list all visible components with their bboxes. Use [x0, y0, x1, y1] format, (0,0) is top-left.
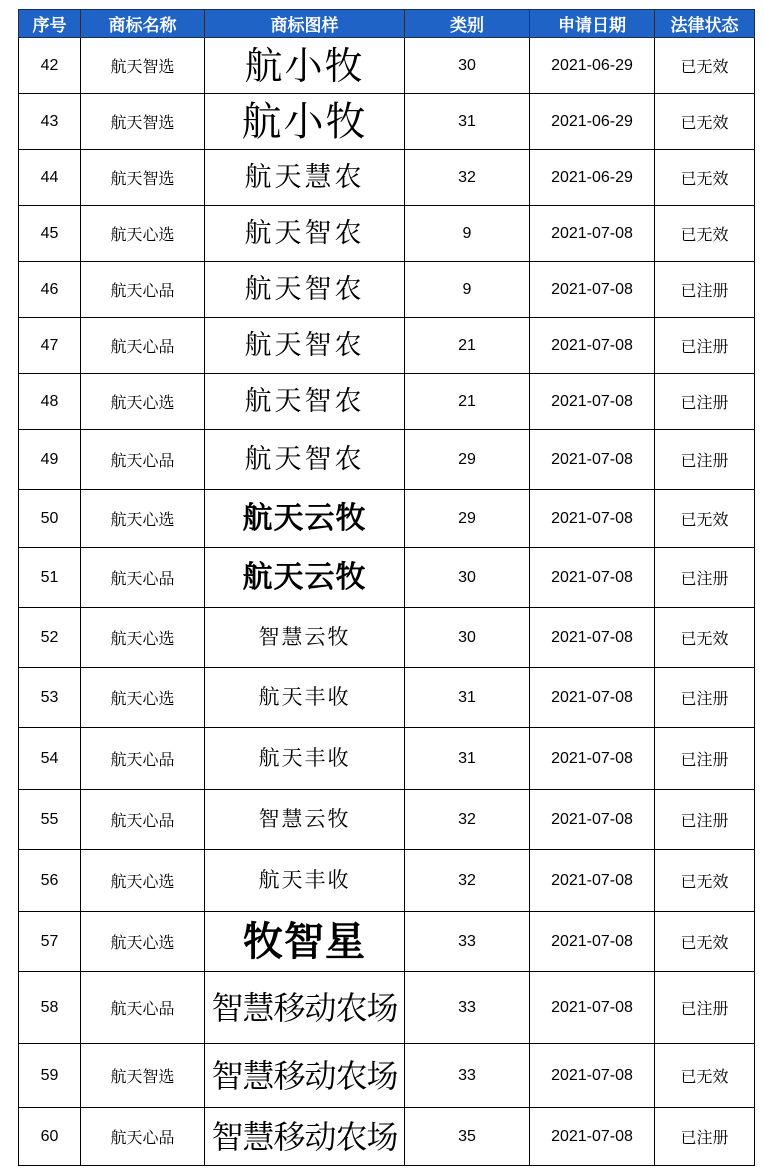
- trademark-image-text: 航天智农: [244, 274, 365, 305]
- cell-name: 航天心品: [81, 790, 205, 850]
- cell-date: 2021-06-29: [530, 38, 655, 94]
- trademark-image-text: 航小牧: [241, 98, 368, 145]
- cell-class: 31: [405, 94, 530, 150]
- trademark-image-text: 航小牧: [244, 43, 365, 88]
- header-date: 申请日期: [530, 10, 655, 38]
- cell-mark: [205, 150, 405, 206]
- cell-class: 31: [405, 668, 530, 728]
- cell-no: 44: [19, 150, 81, 206]
- cell-mark: [205, 850, 405, 912]
- cell-mark: [205, 206, 405, 262]
- cell-name: 航天心选: [81, 668, 205, 728]
- cell-class: 32: [405, 850, 530, 912]
- cell-no: 56: [19, 850, 81, 912]
- cell-no: 48: [19, 374, 81, 430]
- trademark-image-text: 航天智农: [244, 218, 365, 249]
- table-row: [19, 728, 755, 790]
- trademark-image-text: 智慧移动农场: [211, 1117, 398, 1156]
- header-mark: 商标图样: [205, 10, 405, 38]
- cell-class: 31: [405, 728, 530, 790]
- cell-class: 33: [405, 1044, 530, 1108]
- cell-no: 50: [19, 490, 81, 548]
- cell-status: 已无效: [655, 38, 755, 94]
- cell-mark: [205, 668, 405, 728]
- cell-date: 2021-07-08: [530, 490, 655, 548]
- cell-mark: [205, 608, 405, 668]
- table-row: [19, 850, 755, 912]
- header-row: [19, 10, 755, 38]
- cell-mark: [205, 318, 405, 374]
- cell-class: 29: [405, 430, 530, 490]
- cell-date: 2021-07-08: [530, 1108, 655, 1166]
- cell-date: 2021-07-08: [530, 262, 655, 318]
- cell-date: 2021-07-08: [530, 374, 655, 430]
- cell-name: 航天智选: [81, 94, 205, 150]
- cell-name: 航天心品: [81, 728, 205, 790]
- cell-date: 2021-07-08: [530, 790, 655, 850]
- cell-status: 已注册: [655, 668, 755, 728]
- cell-status: 已注册: [655, 972, 755, 1044]
- cell-mark: [205, 548, 405, 608]
- trademark-image-text: 航天智农: [244, 444, 365, 475]
- table-row: [19, 206, 755, 262]
- cell-status: 已无效: [655, 94, 755, 150]
- cell-name: 航天心品: [81, 1108, 205, 1166]
- cell-date: 2021-07-08: [530, 318, 655, 374]
- header-name: 商标名称: [81, 10, 205, 38]
- cell-mark: [205, 374, 405, 430]
- table-row: [19, 1044, 755, 1108]
- cell-mark: [205, 38, 405, 94]
- cell-status: 已注册: [655, 318, 755, 374]
- trademark-image-text: 航天智农: [244, 386, 365, 417]
- cell-status: 已无效: [655, 850, 755, 912]
- cell-class: 30: [405, 548, 530, 608]
- cell-date: 2021-06-29: [530, 94, 655, 150]
- cell-class: 30: [405, 608, 530, 668]
- table-row: [19, 1108, 755, 1166]
- header-status: 法律状态: [655, 10, 755, 38]
- cell-no: 54: [19, 728, 81, 790]
- trademark-image-text: 航天智农: [244, 330, 365, 361]
- cell-status: 已注册: [655, 728, 755, 790]
- cell-name: 航天心品: [81, 430, 205, 490]
- table-body: [19, 38, 755, 1166]
- table-row: [19, 38, 755, 94]
- trademark-image-text: 航天丰收: [258, 685, 351, 709]
- cell-no: 45: [19, 206, 81, 262]
- header-class: 类别: [405, 10, 530, 38]
- cell-no: 43: [19, 94, 81, 150]
- cell-class: 32: [405, 790, 530, 850]
- table-row: [19, 790, 755, 850]
- cell-no: 53: [19, 668, 81, 728]
- cell-mark: [205, 972, 405, 1044]
- cell-mark: [205, 1044, 405, 1108]
- cell-name: 航天心品: [81, 972, 205, 1044]
- table-row: [19, 374, 755, 430]
- cell-status: 已注册: [655, 430, 755, 490]
- cell-status: 已无效: [655, 608, 755, 668]
- cell-no: 59: [19, 1044, 81, 1108]
- trademark-image-text: 智慧移动农场: [211, 988, 398, 1027]
- cell-no: 47: [19, 318, 81, 374]
- cell-date: 2021-07-08: [530, 430, 655, 490]
- cell-date: 2021-07-08: [530, 548, 655, 608]
- cell-class: 32: [405, 150, 530, 206]
- cell-name: 航天心品: [81, 262, 205, 318]
- cell-status: 已无效: [655, 206, 755, 262]
- cell-class: 29: [405, 490, 530, 548]
- trademark-image-text: 智慧移动农场: [211, 1056, 398, 1095]
- trademark-table: [18, 9, 755, 1166]
- cell-class: 30: [405, 38, 530, 94]
- cell-mark: [205, 262, 405, 318]
- table-row: [19, 668, 755, 728]
- cell-status: 已注册: [655, 1108, 755, 1166]
- table-row: [19, 430, 755, 490]
- table-row: [19, 94, 755, 150]
- cell-no: 58: [19, 972, 81, 1044]
- table-row: [19, 608, 755, 668]
- cell-date: 2021-07-08: [530, 972, 655, 1044]
- cell-name: 航天智选: [81, 38, 205, 94]
- cell-name: 航天智选: [81, 150, 205, 206]
- table-row: [19, 490, 755, 548]
- cell-date: 2021-07-08: [530, 608, 655, 668]
- cell-status: 已注册: [655, 374, 755, 430]
- table-row: [19, 912, 755, 972]
- trademark-image-text: 航天云牧: [242, 559, 367, 595]
- cell-mark: [205, 1108, 405, 1166]
- trademark-image-text: 航天云牧: [242, 500, 367, 536]
- cell-date: 2021-07-08: [530, 668, 655, 728]
- cell-status: 已注册: [655, 548, 755, 608]
- cell-mark: [205, 94, 405, 150]
- cell-status: 已无效: [655, 150, 755, 206]
- cell-class: 21: [405, 318, 530, 374]
- cell-no: 46: [19, 262, 81, 318]
- cell-class: 9: [405, 206, 530, 262]
- cell-no: 51: [19, 548, 81, 608]
- header-no: 序号: [19, 10, 81, 38]
- cell-class: 9: [405, 262, 530, 318]
- cell-class: 21: [405, 374, 530, 430]
- cell-mark: [205, 728, 405, 790]
- cell-mark: [205, 790, 405, 850]
- cell-class: 33: [405, 912, 530, 972]
- trademark-image-text: 航天慧农: [244, 162, 365, 193]
- cell-no: 55: [19, 790, 81, 850]
- cell-name: 航天智选: [81, 1044, 205, 1108]
- cell-no: 57: [19, 912, 81, 972]
- cell-status: 已注册: [655, 790, 755, 850]
- cell-date: 2021-07-08: [530, 912, 655, 972]
- table-row: [19, 318, 755, 374]
- trademark-image-text: 智慧云牧: [258, 625, 351, 649]
- table-row: [19, 972, 755, 1044]
- cell-date: 2021-07-08: [530, 850, 655, 912]
- cell-mark: [205, 912, 405, 972]
- cell-status: 已无效: [655, 1044, 755, 1108]
- cell-date: 2021-06-29: [530, 150, 655, 206]
- cell-mark: [205, 490, 405, 548]
- trademark-image-text: 航天丰收: [258, 746, 351, 770]
- trademark-image-text: 智慧云牧: [258, 807, 351, 831]
- table-row: [19, 548, 755, 608]
- trademark-image-text: 航天丰收: [258, 868, 351, 892]
- cell-no: 52: [19, 608, 81, 668]
- cell-date: 2021-07-08: [530, 728, 655, 790]
- cell-date: 2021-07-08: [530, 1044, 655, 1108]
- cell-class: 35: [405, 1108, 530, 1166]
- cell-name: 航天心品: [81, 548, 205, 608]
- cell-name: 航天心选: [81, 374, 205, 430]
- cell-date: 2021-07-08: [530, 206, 655, 262]
- cell-name: 航天心选: [81, 912, 205, 972]
- cell-mark: [205, 430, 405, 490]
- cell-no: 49: [19, 430, 81, 490]
- cell-status: 已注册: [655, 262, 755, 318]
- cell-name: 航天心选: [81, 608, 205, 668]
- cell-name: 航天心品: [81, 318, 205, 374]
- table-row: [19, 150, 755, 206]
- cell-status: 已无效: [655, 912, 755, 972]
- cell-no: 60: [19, 1108, 81, 1166]
- table-row: [19, 262, 755, 318]
- cell-no: 42: [19, 38, 81, 94]
- cell-name: 航天心选: [81, 850, 205, 912]
- cell-name: 航天心选: [81, 206, 205, 262]
- cell-name: 航天心选: [81, 490, 205, 548]
- cell-class: 33: [405, 972, 530, 1044]
- trademark-image-text: 牧智星: [243, 917, 366, 965]
- cell-status: 已无效: [655, 490, 755, 548]
